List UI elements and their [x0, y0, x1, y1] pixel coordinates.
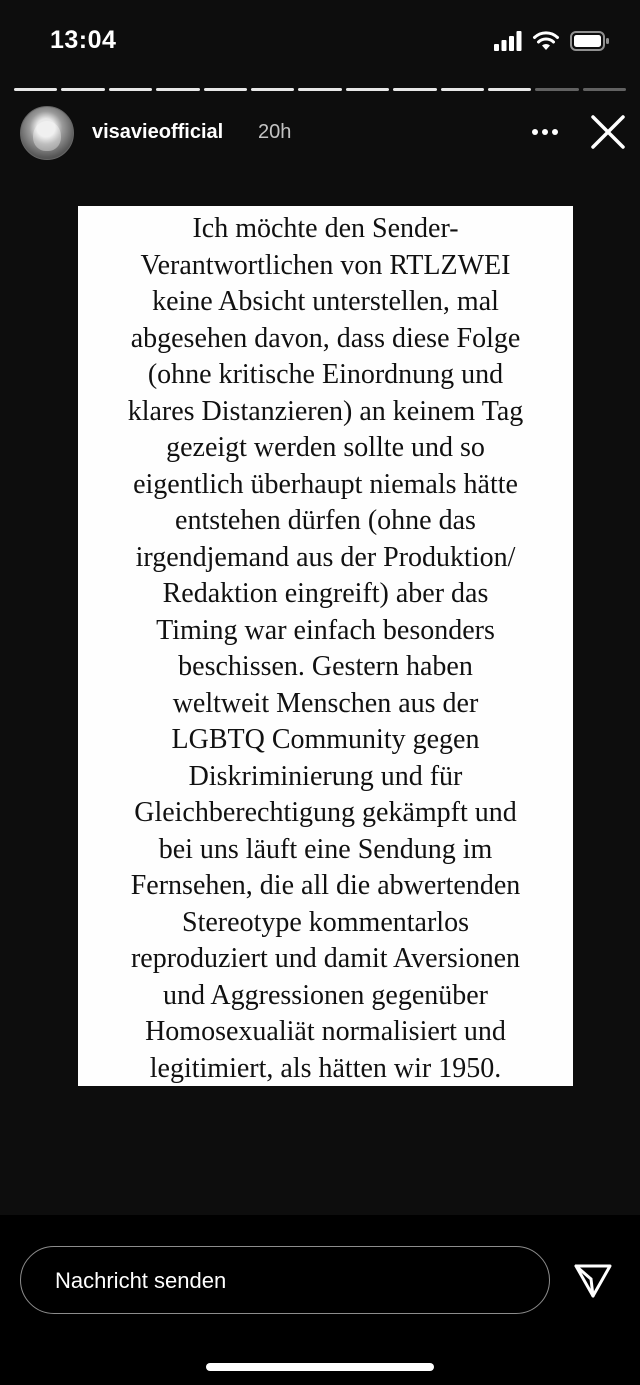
- story-text-line: irgendjemand aus der Produktion/: [135, 541, 516, 573]
- battery-icon: [570, 30, 610, 52]
- story-text-line: Stereotype kommentarlos: [182, 906, 469, 938]
- story-progress-segment: [393, 88, 436, 91]
- story-text-line: eigentlich überhaupt niemals hätte: [133, 468, 518, 500]
- story-text-line: Homosexualiät normalisiert und: [145, 1016, 506, 1047]
- story-text-line: Verantwortlichen von RTLZWEI: [140, 249, 511, 281]
- post-timestamp: 20h: [258, 121, 292, 143]
- home-indicator[interactable]: [206, 1363, 434, 1371]
- message-input-placeholder: Nachricht senden: [55, 1268, 227, 1293]
- story-text-line: Diskriminierung und für: [188, 760, 463, 792]
- story-text-line: legitimiert, als hätten wir 1950.: [149, 1052, 502, 1084]
- username[interactable]: visavieofficial: [92, 121, 224, 143]
- story-progress-segment: [14, 88, 57, 91]
- story-text-line: weltweit Menschen aus der: [172, 687, 479, 719]
- close-icon: [588, 112, 628, 152]
- status-icons: [494, 28, 610, 54]
- more-options-button[interactable]: [525, 112, 565, 152]
- message-input[interactable]: [20, 1246, 550, 1314]
- story-text-line: Gleichberechtigung gekämpft und: [134, 797, 517, 828]
- story-progress-segment: [109, 88, 152, 91]
- story-text-line: Timing war einfach besonders: [156, 614, 495, 646]
- story-text-line: (ohne kritische Einordnung und: [147, 359, 504, 390]
- story-progress-segment: [488, 88, 531, 91]
- send-icon: [572, 1260, 614, 1300]
- status-time: 13:04: [50, 26, 117, 54]
- story-progress-segment: [251, 88, 294, 91]
- signal-icon: [494, 31, 522, 51]
- story-progress-segment: [441, 88, 484, 91]
- avatar[interactable]: [20, 106, 74, 160]
- send-button[interactable]: [572, 1260, 614, 1300]
- story-text-line: Ich möchte den Sender-: [192, 213, 459, 244]
- story-header: [20, 106, 630, 160]
- story-text-line: klares Distanzieren) an keinem Tag: [127, 395, 524, 427]
- story-progress-segment: [346, 88, 389, 91]
- close-button[interactable]: [588, 112, 628, 152]
- story-text-card: [78, 206, 573, 1086]
- wifi-icon: [532, 30, 560, 52]
- story-text-line: Fernsehen, die all die abwertenden: [130, 870, 521, 901]
- story-text-line: beschissen. Gestern haben: [178, 651, 473, 682]
- story-text-line: und Aggressionen gegenüber: [162, 979, 489, 1011]
- story-progress-segment: [583, 88, 626, 91]
- story-text-line: gezeigt werden sollte und so: [166, 432, 485, 463]
- story-progress-segment: [61, 88, 104, 91]
- story-progress-segment: [156, 88, 199, 91]
- more-options-icon: [531, 128, 559, 136]
- story-text-line: keine Absicht unterstellen, mal: [152, 286, 499, 317]
- story-progress-bar: [14, 88, 626, 91]
- story-progress-segment: [535, 88, 578, 91]
- story-text-line: bei uns läuft eine Sendung im: [158, 833, 493, 865]
- story-text-line: entstehen dürfen (ohne das: [175, 505, 476, 536]
- status-bar: [0, 0, 640, 82]
- story-progress-segment: [204, 88, 247, 91]
- story-text-line: reproduziert und damit Aversionen: [130, 943, 521, 974]
- story-text-line: Redaktion eingreift) aber das: [162, 578, 489, 609]
- story-text-line: LGBTQ Community gegen: [171, 724, 480, 755]
- story-progress-segment: [298, 88, 341, 91]
- story-text-line: abgesehen davon, dass diese Folge: [130, 322, 521, 354]
